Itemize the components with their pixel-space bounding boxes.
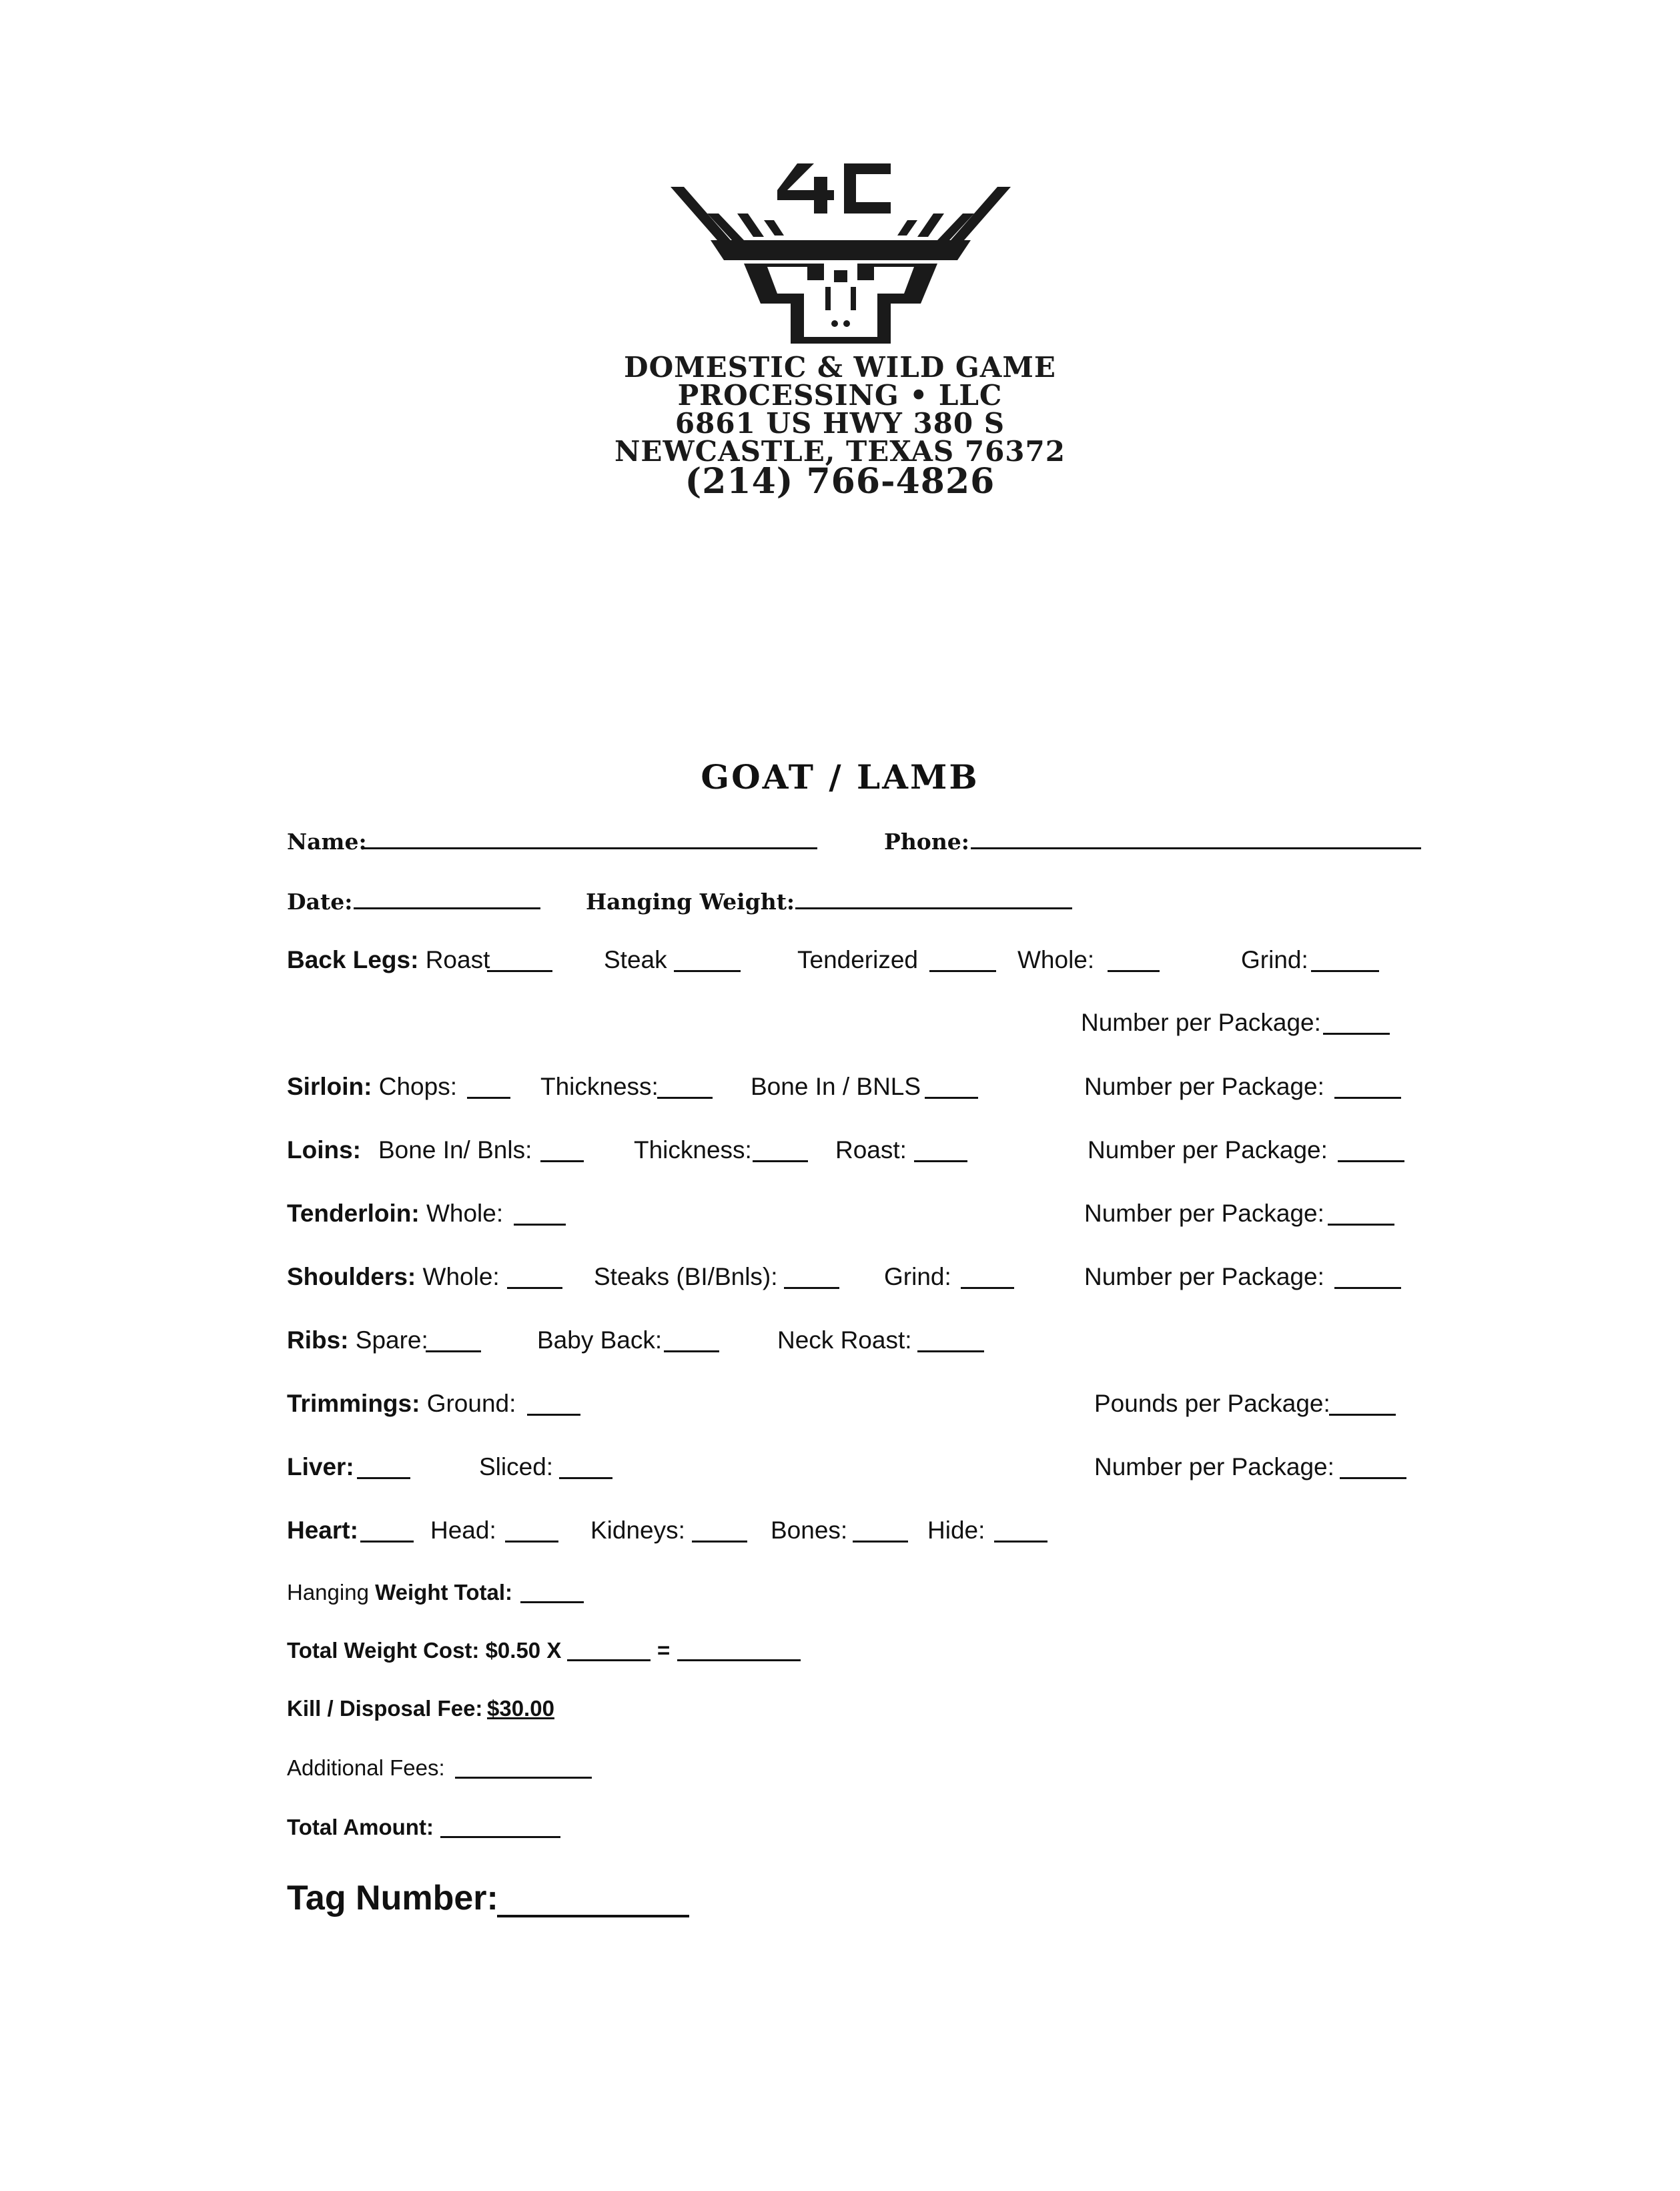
tenderloin-whole-field[interactable]	[514, 1224, 566, 1226]
ribs-neck-roast-field[interactable]	[917, 1350, 984, 1352]
tenderloin-label: Tenderloin:	[287, 1200, 420, 1227]
company-name-line1: DOMESTIC & WILD GAME	[624, 351, 1056, 384]
kidneys-field[interactable]	[692, 1541, 747, 1543]
back-legs-tenderized-field[interactable]	[929, 970, 996, 972]
back-legs-steak-label: Steak	[604, 946, 667, 973]
tenderloin-npp-label: Number per Package:	[1084, 1200, 1324, 1227]
shoulders-label: Shoulders:	[287, 1263, 416, 1290]
hide-label: Hide:	[927, 1516, 985, 1544]
loins-thickness-label: Thickness:	[634, 1136, 752, 1164]
back-legs-roast-label: Roast	[425, 946, 490, 973]
longhorn-logo-icon	[671, 150, 1011, 344]
tenderloin-row	[287, 1200, 503, 1228]
total-weight-cost-label: Total Weight Cost: $0.50 X	[287, 1638, 562, 1663]
shoulders-grind-field[interactable]	[961, 1287, 1014, 1289]
kill-fee-label: Kill / Disposal Fee:	[287, 1696, 483, 1721]
shoulders-npp-label: Number per Package:	[1084, 1263, 1324, 1290]
sirloin-npp-label: Number per Package:	[1084, 1073, 1324, 1100]
kidneys-label: Kidneys:	[590, 1516, 685, 1544]
loins-row	[287, 1136, 361, 1164]
back-legs-grind-label: Grind:	[1241, 946, 1308, 973]
loins-label: Loins:	[287, 1136, 361, 1164]
hide-field[interactable]	[994, 1541, 1047, 1543]
shoulders-steaks-field[interactable]	[784, 1287, 839, 1289]
bones-field[interactable]	[853, 1541, 908, 1543]
liver-label: Liver:	[287, 1453, 354, 1480]
sirloin-npp-field[interactable]	[1334, 1097, 1401, 1099]
trimmings-ground-label: Ground:	[426, 1390, 516, 1417]
phone-field[interactable]	[971, 847, 1421, 849]
shoulders-row	[287, 1263, 500, 1291]
ribs-baby-back-label: Baby Back:	[537, 1326, 663, 1354]
sirloin-chops-label: Chops:	[378, 1073, 457, 1100]
trimmings-ppp-field[interactable]	[1329, 1414, 1396, 1416]
loins-roast-field[interactable]	[914, 1160, 967, 1162]
back-legs-tenderized-label: Tenderized	[797, 946, 919, 973]
tenderloin-whole-label: Whole:	[426, 1200, 504, 1227]
back-legs-npp-label: Number per Package:	[1081, 1009, 1321, 1036]
date-field[interactable]	[354, 907, 540, 909]
liver-npp-label: Number per Package:	[1094, 1453, 1334, 1480]
back-legs-grind-field[interactable]	[1311, 970, 1379, 972]
sirloin-label: Sirloin:	[287, 1073, 372, 1100]
trimmings-ground-field[interactable]	[527, 1414, 580, 1416]
back-legs-roast-field[interactable]	[487, 970, 552, 972]
heart-field[interactable]	[360, 1541, 414, 1543]
ribs-spare-field[interactable]	[426, 1350, 481, 1352]
equals-sign: =	[657, 1638, 671, 1663]
total-weight-cost-result-field[interactable]	[677, 1659, 801, 1661]
shoulders-grind-label: Grind:	[884, 1263, 951, 1290]
total-weight-cost-qty-field[interactable]	[567, 1659, 651, 1661]
form-title: GOAT / LAMB	[701, 757, 979, 797]
hanging-weight-label: Hanging Weight:	[586, 889, 795, 915]
sirloin-thickness-field[interactable]	[657, 1097, 713, 1099]
loins-npp-label: Number per Package:	[1088, 1136, 1328, 1164]
heart-label: Heart:	[287, 1516, 358, 1544]
address-line1: 6861 US HWY 380 S	[675, 407, 1005, 440]
additional-fees-field[interactable]	[455, 1777, 592, 1779]
sirloin-thickness-label: Thickness:	[540, 1073, 659, 1100]
loins-npp-field[interactable]	[1338, 1160, 1404, 1162]
shoulders-whole-label: Whole:	[422, 1263, 500, 1290]
back-legs-label: Back Legs:	[287, 946, 419, 973]
date-label: Date:	[287, 889, 353, 915]
shoulders-npp-field[interactable]	[1334, 1287, 1401, 1289]
back-legs-npp-field[interactable]	[1323, 1033, 1390, 1035]
shoulders-whole-field[interactable]	[507, 1287, 562, 1289]
liver-field[interactable]	[357, 1477, 410, 1479]
kill-fee-value: $30.00	[487, 1696, 554, 1721]
company-name-line2: PROCESSING • LLC	[677, 379, 1003, 412]
loins-bone-field[interactable]	[540, 1160, 584, 1162]
tag-number-label: Tag Number:	[287, 1879, 498, 1917]
back-legs-whole-field[interactable]	[1108, 970, 1160, 972]
liver-sliced-field[interactable]	[559, 1477, 612, 1479]
trimmings-label: Trimmings:	[287, 1390, 420, 1417]
head-field[interactable]	[505, 1541, 558, 1543]
ribs-baby-back-field[interactable]	[664, 1350, 719, 1352]
trimmings-row	[287, 1390, 516, 1418]
additional-fees-label: Additional Fees:	[287, 1755, 445, 1780]
head-label: Head:	[430, 1516, 496, 1544]
ribs-spare-label: Spare:	[355, 1326, 428, 1354]
liver-row	[287, 1453, 354, 1481]
liver-npp-field[interactable]	[1340, 1477, 1406, 1479]
bones-label: Bones:	[771, 1516, 848, 1544]
tag-number-field[interactable]	[497, 1915, 689, 1917]
back-legs-row	[287, 946, 490, 974]
sirloin-chops-field[interactable]	[467, 1097, 510, 1099]
tenderloin-npp-field[interactable]	[1328, 1224, 1394, 1226]
liver-sliced-label: Sliced:	[479, 1453, 554, 1480]
trimmings-ppp-label: Pounds per Package:	[1094, 1390, 1330, 1417]
total-amount-label: Total Amount:	[287, 1815, 434, 1839]
total-amount-field[interactable]	[440, 1836, 560, 1838]
name-label: Name:	[287, 829, 367, 855]
hanging-weight-total-field[interactable]	[520, 1601, 584, 1603]
loins-roast-label: Roast:	[835, 1136, 907, 1164]
ribs-neck-roast-label: Neck Roast:	[777, 1326, 912, 1354]
loins-bone-label: Bone In/ Bnls:	[378, 1136, 532, 1164]
hanging-weight-field[interactable]	[795, 907, 1072, 909]
ribs-row	[287, 1326, 428, 1354]
address-line2: NEWCASTLE, TEXAS 76372	[614, 435, 1066, 468]
sirloin-row	[287, 1073, 457, 1101]
sirloin-bone-label: Bone In / BNLS	[751, 1073, 921, 1100]
phone-label: Phone:	[884, 829, 969, 855]
loins-thickness-field[interactable]	[753, 1160, 808, 1162]
shoulders-steaks-label: Steaks (BI/Bnls):	[594, 1263, 778, 1290]
back-legs-whole-label: Whole:	[1017, 946, 1095, 973]
sirloin-bone-field[interactable]	[925, 1097, 978, 1099]
ribs-label: Ribs:	[287, 1326, 349, 1354]
company-phone: (214) 766-4826	[685, 461, 995, 502]
back-legs-steak-field[interactable]	[674, 970, 741, 972]
hanging-weight-total-label: Hanging Weight Total:	[287, 1580, 513, 1605]
name-field[interactable]	[364, 847, 817, 849]
